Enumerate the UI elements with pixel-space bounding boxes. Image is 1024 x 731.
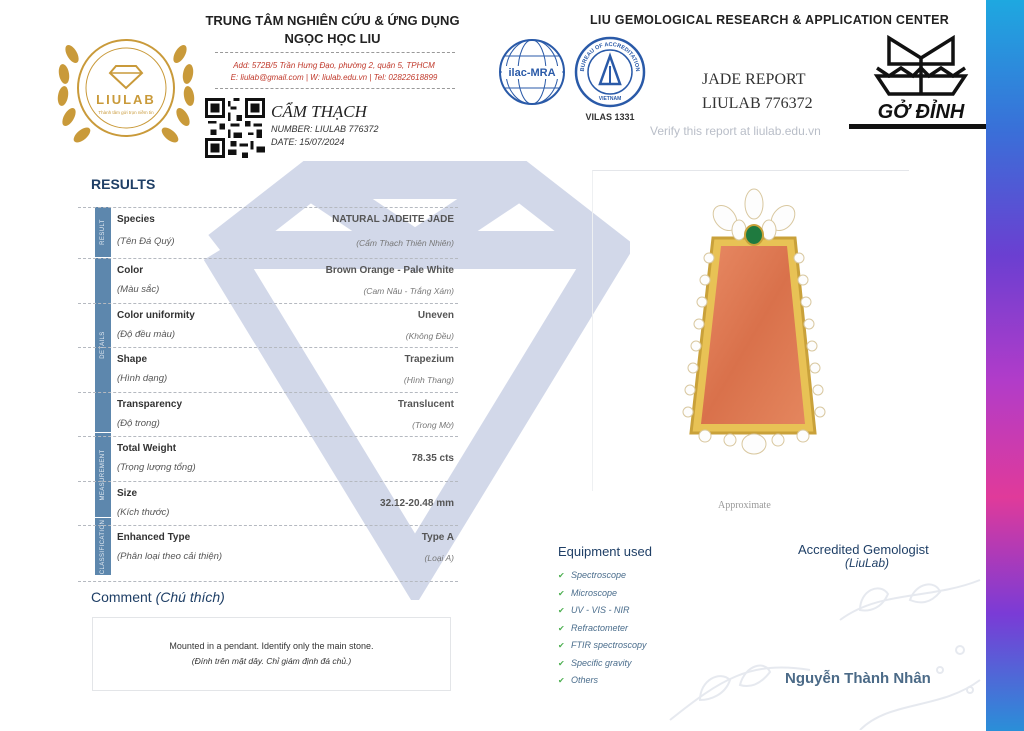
equipment-item — [558, 640, 647, 658]
row-value: NATURAL JADEITE JADE — [332, 214, 454, 225]
center-address — [208, 60, 460, 84]
ilac-mra-seal — [498, 38, 566, 106]
equipment-label: Microscope — [571, 587, 618, 598]
address-line: Add: 572B/5 Trần Hưng Đạo, phường 2, quận 5, TPHCM — [233, 61, 435, 70]
center-title-vn — [205, 12, 460, 48]
section-label: MEASUREMENT — [100, 449, 106, 501]
equipment-label: FTIR spectroscopy — [571, 640, 647, 650]
equipment-item — [558, 658, 647, 676]
report-id: LIULAB 776372 — [702, 95, 813, 112]
report-title-block — [702, 68, 813, 116]
result-row-color — [78, 258, 458, 303]
result-row-species — [78, 207, 458, 258]
row-label-vn: (Độ trong) — [117, 417, 160, 429]
row-label-vn: (Phân loại theo cải thiện) — [117, 551, 223, 562]
check-icon: ✔ — [558, 588, 565, 598]
result-row-shape — [78, 347, 458, 392]
row-label: Size — [117, 487, 138, 499]
comment-heading — [91, 589, 225, 605]
row-label: Enhanced Type — [117, 532, 191, 543]
comment-text: Mounted in a pendant. Identify only the main stone. — [169, 641, 374, 651]
comment-heading-vn: (Chú thích) — [155, 589, 225, 605]
verify-link[interactable]: Verify this report at liulab.edu.vn — [650, 124, 821, 138]
comment-text-vn: (Đính trên mặt dây. Chỉ giám định đá chủ.) — [191, 656, 352, 666]
equipment-item — [558, 605, 647, 623]
equipment-label: UV - VIS - NIR — [571, 605, 630, 615]
check-icon: ✔ — [558, 676, 565, 685]
row-label-vn: (Kích thước) — [117, 506, 170, 518]
liulab-logo — [50, 18, 202, 158]
header-divider — [215, 88, 455, 89]
equipment-label: Specific gravity — [571, 657, 632, 668]
row-value-vn: (Cẩm Thạch Thiên Nhiên) — [356, 238, 454, 248]
check-icon: ✔ — [558, 658, 565, 668]
logo-name: LIULAB — [96, 92, 156, 107]
row-value: Type A — [421, 532, 454, 543]
equipment-label: Others — [571, 675, 599, 685]
jade-pendant-photo — [655, 188, 845, 463]
check-icon: ✔ — [558, 641, 565, 650]
accredited-title: Accredited Gemologist — [798, 542, 929, 557]
header-divider — [215, 52, 455, 53]
comment-heading-en: Comment — [91, 589, 152, 605]
report-title: JADE REPORT — [702, 71, 806, 88]
row-value-vn: (Trong Mờ) — [412, 419, 454, 430]
row-value-vn: (Loại A) — [424, 553, 454, 563]
row-value-vn: (Cam Nâu - Trắng Xám) — [363, 286, 454, 296]
result-row-transparency — [78, 392, 458, 437]
brand-name: GỞ ĐỈNH — [877, 101, 965, 123]
row-value: Uneven — [417, 309, 454, 321]
result-row-enhanced-type — [78, 525, 458, 582]
equipment-list — [558, 570, 647, 693]
row-value: 78.35 cts — [411, 453, 454, 464]
gemologist-name: Nguyễn Thành Nhân — [785, 670, 931, 687]
row-label-vn: (Trọng lượng tổng) — [117, 462, 196, 473]
row-label-vn: (Màu sắc) — [117, 284, 160, 295]
row-value: Trapezium — [404, 354, 454, 365]
floral-decoration — [660, 560, 990, 730]
row-value: Brown Orange - Pale White — [325, 265, 454, 276]
results-heading: RESULTS — [91, 176, 156, 192]
row-value: 32.12-20.48 mm — [380, 497, 454, 509]
qr-code[interactable] — [205, 98, 265, 158]
center-title-vn-line1: TRUNG TÂM NGHIÊN CỨU & ỨNG DỤNG — [205, 13, 460, 28]
row-label: Color uniformity — [117, 309, 195, 321]
boa-label: BUREAU OF ACCREDITATION — [579, 41, 641, 72]
result-row-color-uniformity — [78, 303, 458, 348]
center-title-vn-line2: NGỌC HỌC LIU — [284, 31, 381, 46]
contact-line: E: liulab@gmail.com | W: liulab.edu.vn | Tel: 02822618899 — [230, 73, 438, 82]
check-icon: ✔ — [558, 571, 565, 580]
results-table — [78, 207, 458, 582]
rainbow-edge-strip — [986, 0, 1024, 731]
row-value-vn: (Hình Thang) — [403, 375, 454, 385]
row-label-vn: (Hình dạng) — [117, 373, 168, 384]
ilac-label: ilac-MRA — [508, 67, 556, 79]
row-value: Translucent — [397, 398, 454, 410]
equipment-item — [558, 588, 647, 606]
check-icon: ✔ — [558, 623, 565, 633]
go-dinh-brand-logo — [849, 30, 993, 132]
row-label: Transparency — [117, 398, 183, 410]
row-label: Species — [117, 214, 155, 225]
equipment-heading: Equipment used — [558, 544, 652, 559]
center-title-en: LIU GEMOLOGICAL RESEARCH & APPLICATION CENTER — [590, 13, 950, 27]
accredited-subtitle: (LiuLab) — [845, 556, 890, 570]
check-icon: ✔ — [558, 606, 565, 615]
comment-box — [92, 617, 451, 691]
row-label: Total Weight — [117, 443, 177, 454]
equipment-label: Refractometer — [571, 622, 629, 633]
section-label: RESULT — [100, 219, 106, 245]
result-row-total-weight — [78, 436, 458, 481]
vilas-code: VILAS 1331 — [585, 112, 635, 122]
equipment-item — [558, 623, 647, 641]
section-label: DETAILS — [100, 331, 106, 359]
stone-name-vn: CẨM THẠCH — [271, 102, 367, 121]
logo-tagline: Thành tâm gửi trọn niềm tin — [98, 110, 154, 115]
boa-accreditation-seal — [574, 36, 646, 108]
boa-country: VIETNAM — [598, 96, 622, 102]
report-number: NUMBER: LIULAB 776372 — [271, 124, 379, 134]
row-label: Color — [117, 265, 144, 276]
report-date: DATE: 15/07/2024 — [271, 137, 345, 147]
row-label-vn: (Tên Đá Quý) — [117, 236, 175, 247]
photo-caption: Approximate — [718, 500, 771, 511]
equipment-item — [558, 675, 647, 693]
result-row-size — [78, 481, 458, 526]
equipment-label: Spectroscope — [571, 570, 627, 580]
report-meta — [271, 123, 379, 149]
equipment-item — [558, 570, 647, 588]
row-label: Shape — [117, 354, 148, 365]
row-label-vn: (Độ đều màu) — [117, 328, 176, 340]
section-label: CLASSIFICATION — [100, 519, 106, 574]
row-value-vn: (Không Đều) — [405, 330, 454, 341]
